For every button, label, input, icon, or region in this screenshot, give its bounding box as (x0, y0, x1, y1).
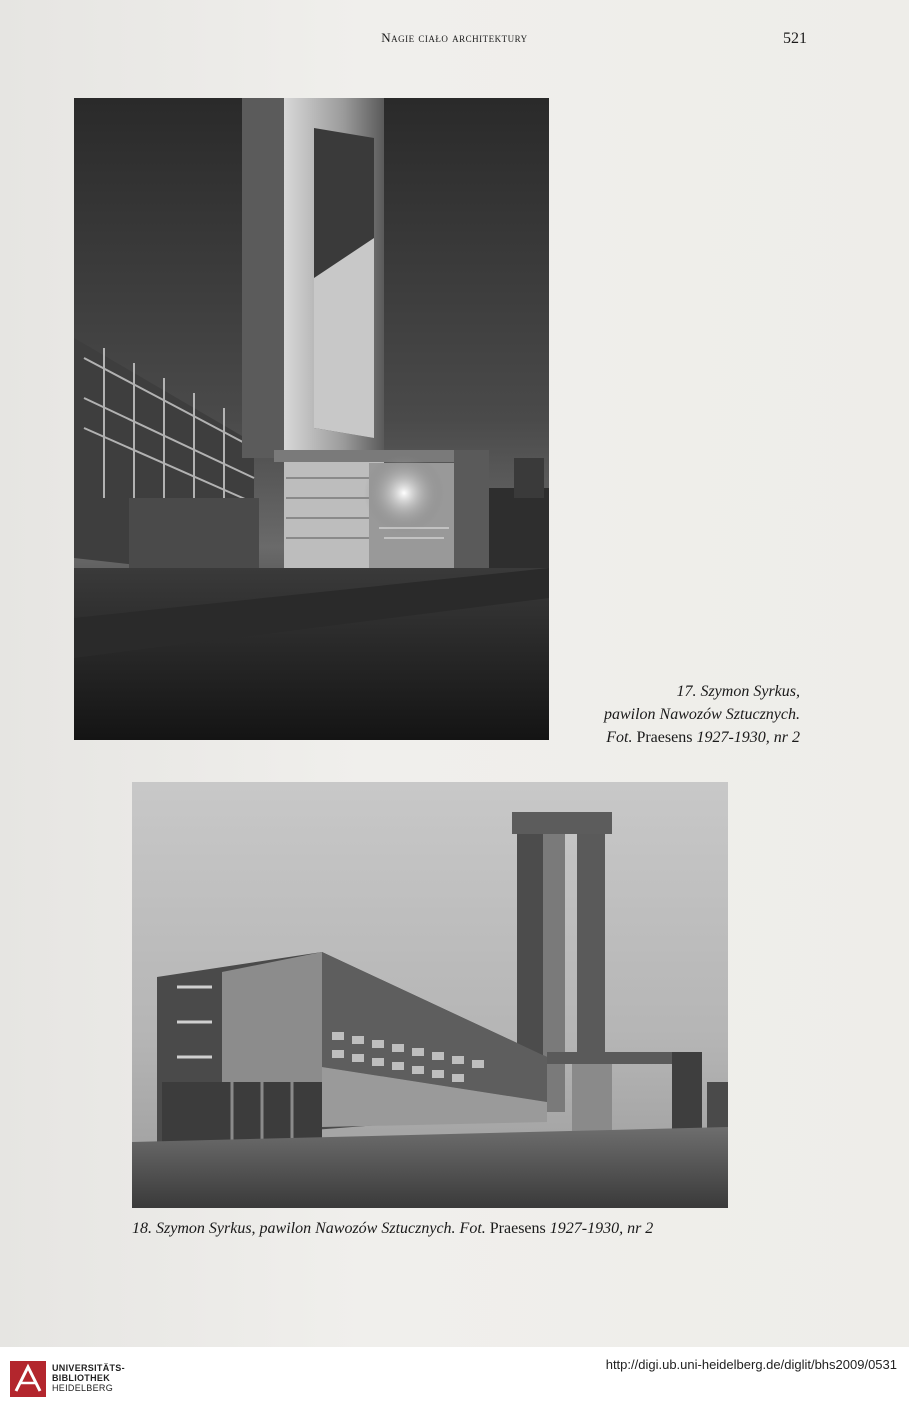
figure-17-caption-year: 1927-1930, nr 2 (696, 729, 800, 746)
page-number: 521 (783, 30, 807, 47)
footer-bar (0, 1347, 909, 1412)
figure-17-caption-line1: 17. Szymon Syrkus, (676, 683, 800, 700)
figure-17-caption-line2: pawilon Nawozów Sztucznych. (603, 706, 800, 723)
library-name (52, 1363, 125, 1393)
figure-17-image (74, 98, 549, 740)
figure-17-caption (530, 680, 800, 749)
figure-18-image (132, 782, 728, 1208)
figure-17-photo (74, 98, 549, 740)
running-title: Nagie ciało architektury (381, 30, 528, 45)
library-name-line2: BIBLIOTHEK (52, 1373, 110, 1383)
library-name-line3: HEIDELBERG (52, 1383, 114, 1393)
figure-18-caption-source: Praesens (489, 1220, 546, 1237)
figure-18-caption-main: 18. Szymon Syrkus, pawilon Nawozów Sztucznych. Fot. (132, 1220, 486, 1237)
source-url-link[interactable]: http://digi.ub.uni-heidelberg.de/diglit/bhs2009/0531 (605, 1357, 897, 1372)
figure-17-caption-source: Praesens (636, 729, 693, 746)
figure-18-caption-year: 1927-1930, nr 2 (549, 1220, 654, 1237)
university-library-logo-icon (10, 1361, 46, 1397)
library-name-line1: UNIVERSITÄTS- (52, 1363, 125, 1373)
bleed-through-text (548, 100, 808, 750)
figure-17-caption-line3 (530, 726, 800, 749)
figure-17-caption-fot: Fot. (606, 729, 633, 746)
figure-18-caption (132, 1220, 732, 1238)
figure-18-photo (132, 782, 728, 1208)
